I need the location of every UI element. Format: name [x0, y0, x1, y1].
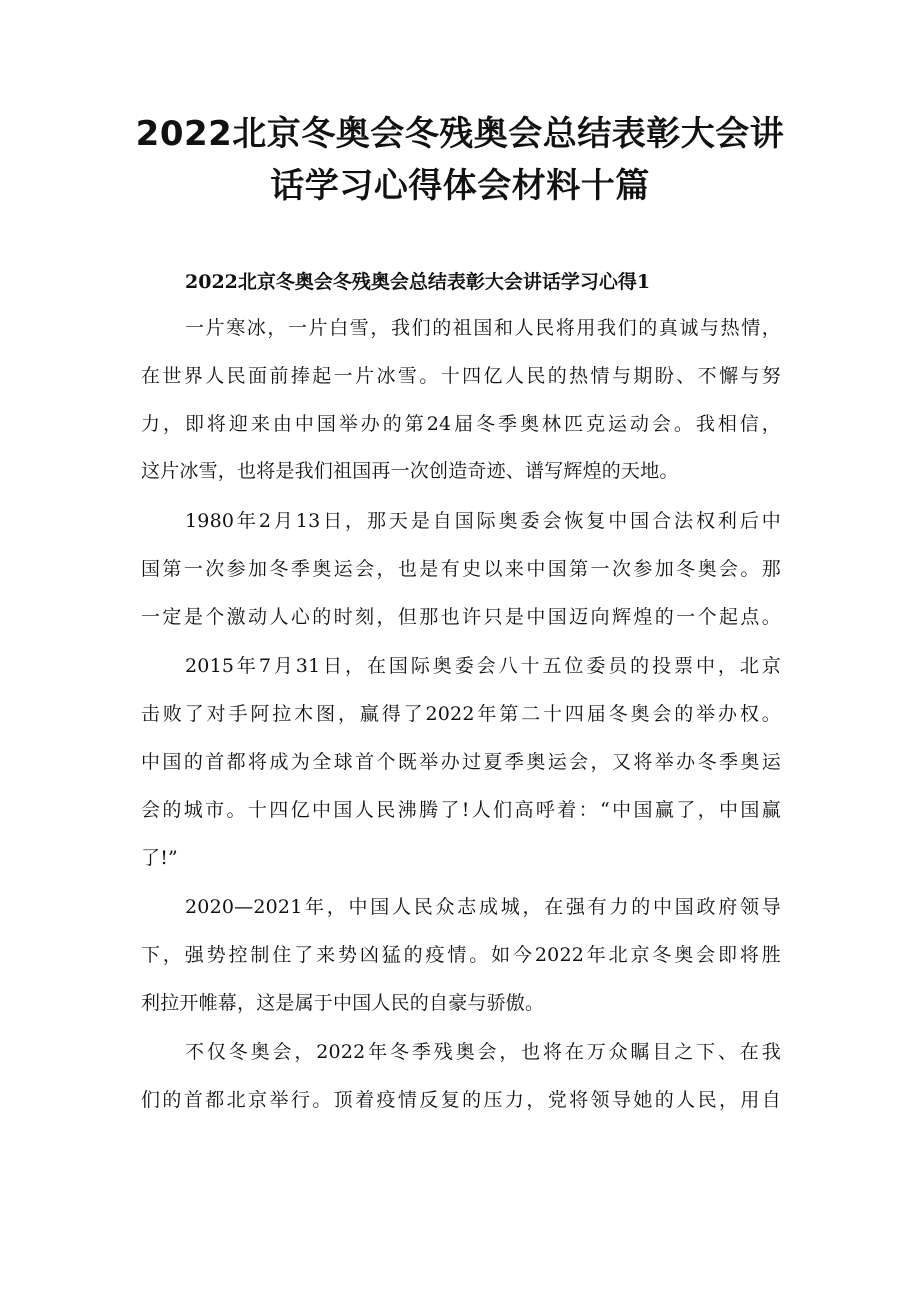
paragraph-line: 击败了对手阿拉木图，赢得了2022年第二十四届冬奥会的举办权。 — [141, 703, 781, 725]
paragraph-line: 们的首都北京举行。顶着疫情反复的压力，党将领导她的人民，用自 — [141, 1089, 781, 1111]
paragraph-line: 下，强势控制住了来势凶猛的疫情。如今2022年北京冬奥会即将胜 — [141, 944, 781, 966]
title-line: 话学习心得体会材料十篇 — [270, 166, 650, 206]
section-heading: 2022北京冬奥会冬残奥会总结表彰大会讲话学习心得1 — [185, 271, 651, 293]
document-title — [120, 108, 800, 212]
paragraph-line: 了!” — [141, 847, 178, 869]
paragraph-line: 2020—2021年，中国人民众志成城，在强有力的中国政府领导 — [185, 896, 781, 918]
paragraph-line: 利拉开帷幕，这是属于中国人民的自豪与骄傲。 — [141, 992, 545, 1014]
title-line: 2022北京冬奥会冬残奥会总结表彰大会讲 — [135, 114, 785, 154]
paragraph-line: 不仅冬奥会，2022年冬季残奥会，也将在万众瞩目之下、在我 — [185, 1041, 781, 1063]
paragraph-line: 中国的首都将成为全球首个既举办过夏季奥运会，又将举办冬季奥运 — [141, 751, 781, 773]
paragraph-line: 在世界人民面前捧起一片冰雪。十四亿人民的热情与期盼、不懈与努 — [141, 365, 781, 387]
paragraph-line: 会的城市。十四亿中国人民沸腾了!人们高呼着：“中国赢了，中国赢 — [141, 799, 781, 821]
paragraph-line: 国第一次参加冬季奥运会，也是有史以来中国第一次参加冬奥会。那 — [141, 558, 781, 580]
paragraph-line: 1980年2月13日，那天是自国际奥委会恢复中国合法权利后中 — [185, 510, 781, 532]
paragraph-line: 一片寒冰，一片白雪，我们的祖国和人民将用我们的真诚与热情， — [185, 317, 781, 339]
paragraph-line: 一定是个激动人心的时刻，但那也许只是中国迈向辉煌的一个起点。 — [141, 606, 781, 628]
paragraph-line: 2015年7月31日，在国际奥委会八十五位委员的投票中，北京 — [185, 655, 781, 677]
paragraph-line: 力，即将迎来由中国举办的第24届冬季奥林匹克运动会。我相信， — [141, 413, 781, 435]
paragraph-line: 这片冰雪，也将是我们祖国再一次创造奇迹、谱写辉煌的天地。 — [141, 460, 679, 482]
